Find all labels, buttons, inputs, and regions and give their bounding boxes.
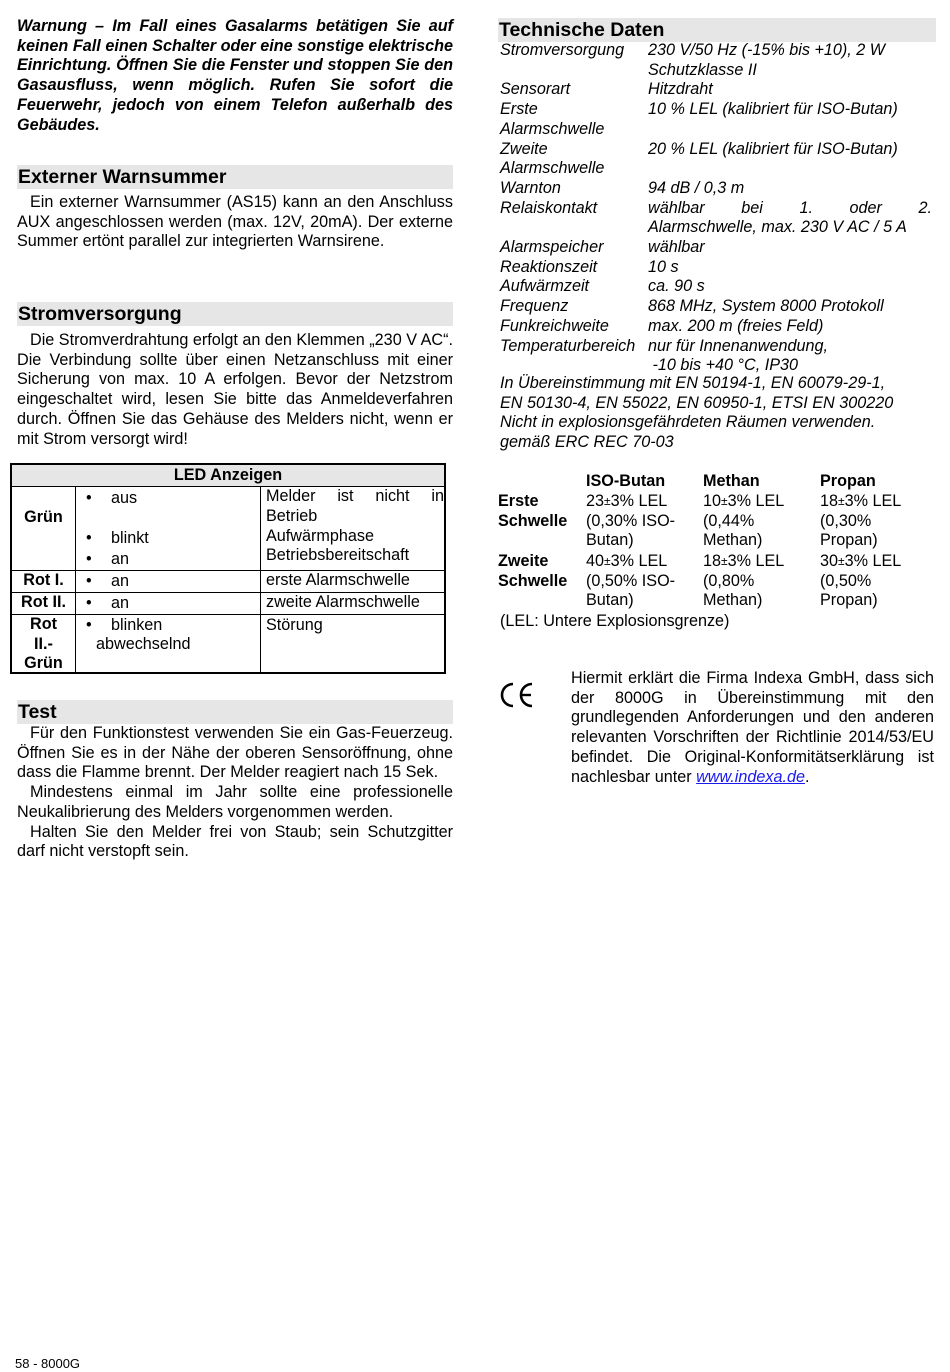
state-cell [75,571,261,593]
gas-cell-line: Methan) [703,531,763,550]
row-label [498,492,578,531]
tech-value-line: 10 s [648,257,679,276]
row-label [12,615,75,674]
tech-value [648,179,932,199]
tech-key-line: Alarmschwelle [500,159,605,178]
section-heading: Technische Daten [498,18,936,42]
tech-value-line: 10 % LEL (kalibriert für ISO-Butan) [648,100,898,119]
gas-threshold-table [498,472,936,632]
table-row [12,486,444,571]
tech-value [648,41,932,80]
meaning-item: Betriebsbereitschaft [266,546,410,564]
row-label-line: Schwelle [498,511,568,530]
tech-key [498,179,648,199]
state-item: • blinken [76,616,261,636]
meaning-item: zweite Alarmschwelle [266,593,420,611]
tech-row [498,179,936,199]
conformity-block [500,374,930,453]
conformity-line: EN 50130-4, EN 55022, EN 60950-1, ETSI EN 300220 [500,393,894,412]
state-cell [75,593,261,615]
tech-value-line: Alarmschwelle, max. 230 V AC / 5 A [648,218,907,237]
gas-cell [820,552,901,611]
tech-row [498,297,936,317]
tech-key-line: Relaiskontakt [500,198,598,217]
tech-row [498,100,936,139]
tech-key-line: Alarmspeicher [500,238,604,257]
tech-key-line: Erste [500,100,538,119]
external-section [17,165,453,252]
meaning-cell [260,487,444,571]
meaning-cell [260,571,444,593]
tech-value-line: -10 bis +40 °C, IP30 [648,356,798,375]
gas-cell-line: (0,80% [703,571,755,590]
gas-cell [586,492,675,551]
meaning-item: Melder ist nicht in Betrieb [266,487,444,525]
tech-value [648,337,932,376]
tech-key [498,100,648,139]
conformity-line: In Übereinstimmung mit EN 50194-1, EN 60079-29-1, [500,374,886,392]
meaning-item: erste Alarmschwelle [266,571,410,589]
ce-declaration [571,669,934,787]
gas-cell [820,492,901,551]
tech-value [648,80,932,100]
gas-row-first [498,492,936,552]
gas-cell-line: (0,30% ISO- [586,511,676,530]
gas-cell-value: 10±3% LEL [703,492,785,510]
state-cell [75,487,261,571]
conformity-line: Nicht in explosionsgefährdeten Räumen verwenden. [500,413,876,432]
gas-cell-line: Propan) [820,591,878,610]
table-row [12,592,444,615]
row-label-line: II.- [34,634,53,653]
tech-key [498,140,648,179]
state-cell [75,615,261,673]
tech-key-line: Temperaturbereich [500,336,636,355]
tech-key [498,199,648,219]
column-header: Methan [703,472,760,490]
gas-cell-line: (0,44% [703,511,755,530]
section-heading: Test [17,700,453,724]
tech-value-line: Hitzdraht [648,80,713,99]
tech-key [498,317,648,337]
tech-key [498,258,648,278]
tech-value [648,100,932,120]
state-item: • an [76,550,129,570]
row-label-line: Zweite [498,552,549,570]
row-label-line: Grün [24,654,63,672]
state-item-cont: abwechselnd [96,634,191,653]
tech-key [498,297,648,317]
state-item: • an [76,572,261,592]
tech-value-line: 94 dB / 0,3 m [648,178,745,197]
row-label-line: Schwelle [498,571,568,590]
table-row [12,570,444,593]
section-text: Ein externer Warnsummer (AS15) kann an den Anschluss AUX angeschlossen werden (max. 12V, 20mA). Der externe Summer ertönt parallel zur integrierten Warnsirene. [17,193,453,251]
gas-cell-line: Propan) [820,531,878,550]
tech-value [648,258,932,278]
state-item: • an [76,594,261,614]
gas-cell-value: 18±3% LEL [703,552,785,570]
tech-row [498,317,936,337]
gas-cell [586,552,675,611]
row-label-line: Erste [498,492,539,510]
tech-row [498,258,936,278]
tech-row [498,277,936,297]
table-caption: LED Anzeigen [12,465,444,486]
ce-declaration-end: . [804,767,810,786]
state-item: • blinkt [76,529,149,549]
ce-mark-icon [498,680,538,710]
tech-value-line: 868 MHz, System 8000 Protokoll [648,297,884,316]
gas-cell-line: (0,30% [820,511,872,530]
tech-key-line: Reaktionszeit [500,257,598,276]
tech-value-line: Schutzklasse II [648,60,757,79]
section-heading: Externer Warnsummer [17,165,453,189]
column-header: ISO-Butan [586,472,666,490]
tech-value-line: max. 200 m (freies Feld) [648,316,824,335]
tech-value [648,238,932,258]
tech-key-line: Stromversorgung [500,41,625,59]
tech-key [498,80,648,100]
tech-key-line: Funkreichweite [500,316,609,335]
tech-value-line: wählbar bei 1. oder 2. [648,198,932,217]
tech-value-line: 230 V/50 Hz (-15% bis +10), 2 W [648,41,886,59]
conformity-line: gemäß ERC REC 70-03 [500,433,674,452]
led-table [10,463,446,674]
power-section [17,302,453,449]
row-label: Grün [24,508,63,526]
gas-cell-line: Butan) [586,531,634,550]
tech-value-line: nur für Innenanwendung, [648,336,828,355]
meaning-item: Störung [266,616,323,634]
warning-text: Warnung – Im Fall eines Gasalarms betätigen Sie auf keinen Fall einen Schalter oder eine sonstige elektrische Einrichtung. Öffnen Sie die Fenster und stoppen Sie den Gasausfluss, wenn möglich. Rufen Sie sofort die Feuerwehr, jedoch von einem Telefon außerhalb des Gebäudes. [17,17,453,134]
gas-cell-value: 40±3% LEL [586,552,668,570]
tech-key [498,277,648,297]
tech-row [498,41,936,80]
ce-declaration-text: Hiermit erklärt die Firma Indexa GmbH, dass sich der 8000G in Übereinstimmung mit den grundlegenden Anforderungen und den anderen relevanten Vorschriften der Richtlinie 2014/53/EU befindet. Die Original-Konformitätserklärung ist nachlesbar unter [571,669,934,786]
section-text: Mindestens einmal im Jahr sollte eine professionelle Neukalibrierung des Melders vorgenommen werden. [17,783,453,821]
gas-cell-value: 30±3% LEL [820,552,902,570]
tech-row [498,140,936,179]
tech-key-line: Warnton [500,178,561,197]
row-label [498,552,578,591]
state-item: • aus [76,489,137,509]
tech-value-line: wählbar [648,238,705,257]
tech-value-line: 20 % LEL (kalibriert für ISO-Butan) [648,139,898,158]
gas-row-second [498,552,936,612]
row-label: Rot II. [21,593,66,611]
meaning-item: Aufwärmphase [266,527,374,545]
table-row [12,614,444,673]
tech-key-line: Zweite [500,139,548,158]
gas-cell-line: (0,50% ISO- [586,571,676,590]
tech-value [648,297,932,317]
gas-header-row [498,472,936,492]
meaning-cell [260,615,444,673]
tech-value [648,140,932,160]
tech-value [648,277,932,297]
section-text: Die Stromverdrahtung erfolgt an den Klemmen „230 V AC“. Die Verbindung sollte über einen Netzanschluss mit einer Sicherung von max. 10 A erfolgen. Bevor der Netzstrom eingeschaltet wird, lesen Sie bitte das Anmeldeverfahren durch. Öffnen Sie das Gehäuse des Melders nicht, wenn er mit Strom versorgt wird! [17,331,453,448]
gas-cell-line: Methan) [703,591,763,610]
page-footer: 58 - 8000G [15,1356,81,1371]
gas-cell [703,552,784,611]
tech-value [648,199,932,238]
tech-value-line: ca. 90 s [648,277,705,296]
tech-key [498,41,648,61]
tech-data-table [498,41,936,376]
tech-row [498,199,936,238]
tech-key-line: Alarmschwelle [500,119,605,138]
gas-cell-line: Butan) [586,591,634,610]
column-header: Propan [820,472,876,490]
gas-cell [703,492,784,551]
tech-row [498,337,936,376]
tech-key [498,337,648,357]
tech-row [498,80,936,100]
tech-key [498,238,648,258]
tech-row [498,238,936,258]
gas-cell-value: 18±3% LEL [820,492,902,510]
tech-key-line: Frequenz [500,297,569,316]
tech-key-line: Sensorart [500,80,571,99]
section-heading: Stromversorgung [17,302,453,326]
gas-cell-value: 23±3% LEL [586,492,668,510]
meaning-cell [260,593,444,615]
test-section [17,700,453,862]
indexa-link[interactable]: www.indexa.de [696,767,805,786]
tech-key-line: Aufwärmzeit [500,277,590,296]
section-text: Halten Sie den Melder frei von Staub; sein Schutzgitter darf nicht verstopft sein. [17,822,453,861]
section-text: Für den Funktionstest verwenden Sie ein Gas-Feuerzeug. Öffnen Sie es in der Nähe der oberen Sensoröffnung, ohne dass die Flamme brennt. Der Melder reagiert nach 15 Sek. [17,724,453,782]
gas-note: (LEL: Untere Explosionsgrenze) [500,612,730,630]
row-label: Rot I. [23,571,64,589]
row-label-line: Rot [30,615,57,633]
tech-value [648,317,932,337]
gas-cell-line: (0,50% [820,571,872,590]
